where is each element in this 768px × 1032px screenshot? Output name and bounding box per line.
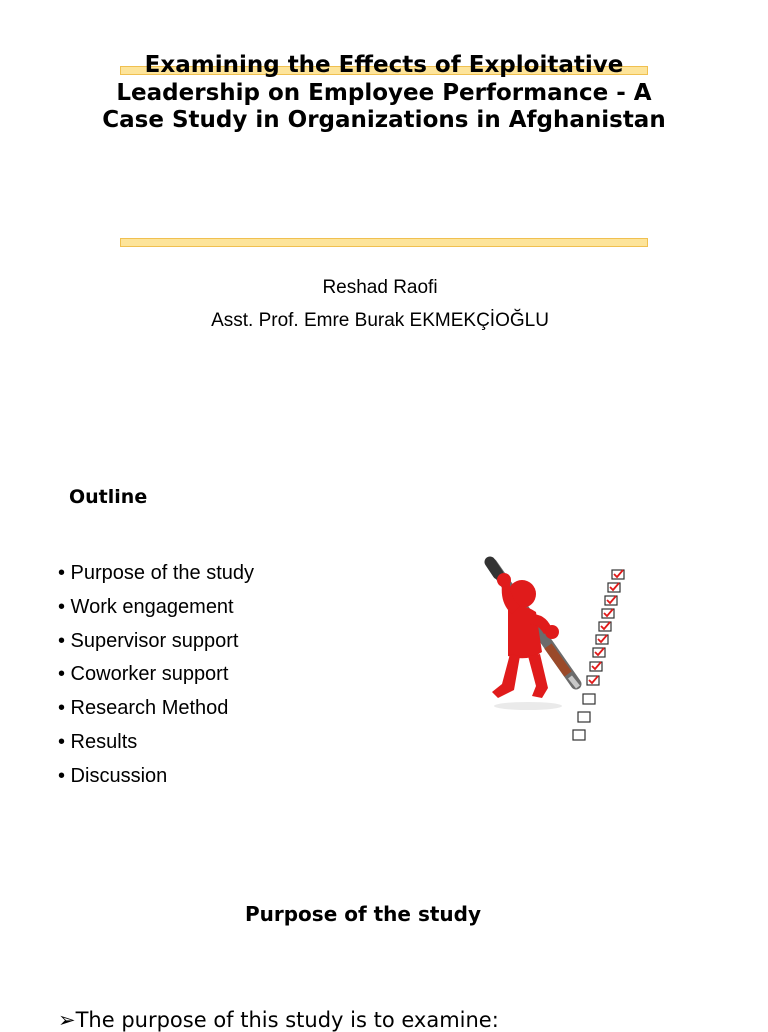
- title-block: [102, 40, 666, 250]
- outline-item: • Discussion: [58, 764, 168, 787]
- outline-list: [58, 557, 254, 794]
- checklist-figure-svg: [478, 552, 638, 752]
- outline-item: • Coworker support: [58, 663, 229, 686]
- purpose-text: ➢The purpose of this study is to examine:: [58, 1008, 499, 1032]
- section-heading: Purpose of the study: [244, 902, 482, 926]
- title-band-bottom: [120, 238, 648, 247]
- outline-item: • Supervisor support: [58, 629, 239, 652]
- authors: [0, 271, 760, 337]
- outline-item: • Results: [58, 730, 138, 753]
- outline-heading: Outline: [69, 486, 148, 508]
- outline-item: • Work engagement: [58, 595, 234, 618]
- outline-item: • Purpose of the study: [58, 562, 255, 584]
- page-title: Examining the Effects of Exploitative Leadership on Employee Performance - A Case Study in Organizations in Afghanistan: [102, 52, 666, 133]
- author-name: Reshad Raofi: [322, 277, 438, 298]
- advisor-name: Asst. Prof. Emre Burak EKMEKÇİOĞLU: [211, 310, 549, 331]
- checklist-figure-icon: [478, 552, 638, 752]
- outline-item: • Research Method: [58, 697, 229, 720]
